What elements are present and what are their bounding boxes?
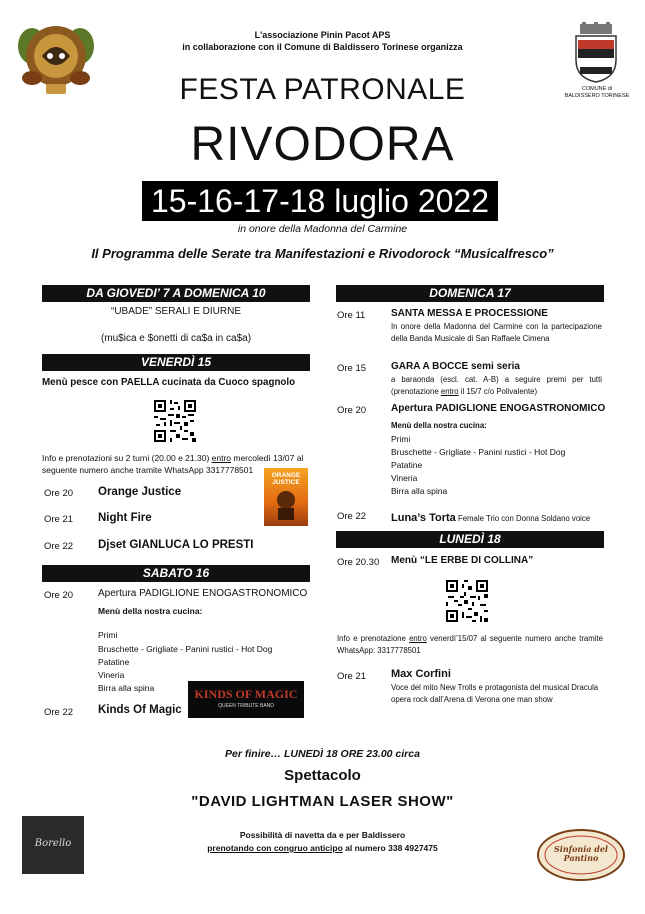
orange-poster-text: ORANGE JUSTICE <box>271 472 301 486</box>
kinds-of-magic-logo <box>188 681 304 718</box>
festa-patronale-title: FESTA PATRONALE <box>179 73 466 106</box>
bar-giovedi-domenica: DA GIOVEDI’ 7 A DOMENICA 10 <box>42 285 310 302</box>
menu-item: Bruschette - Grigliate - Panini rustici - Hot Dog <box>391 447 566 457</box>
dates-text: 15-16-17-18 luglio 2022 <box>150 183 490 219</box>
event-title-line <box>391 508 590 526</box>
event-title: Apertura PADIGLIONE ENOGASTRONOMICO <box>391 403 606 414</box>
menu-item: Primi <box>98 630 118 640</box>
comune-label-name: BALDISSERO TORINESE <box>564 93 630 99</box>
event-description: Female Trio con Donna Soldano voice <box>455 514 591 523</box>
navetta-underline: prenotando con congruo anticipo <box>207 843 343 853</box>
bar-venerdi: VENERDÌ 15 <box>42 354 310 371</box>
bar-domenica: DOMENICA 17 <box>336 285 604 302</box>
comune-label: COMUNE di <box>581 86 613 92</box>
spettacolo-line: Spettacolo <box>284 767 361 784</box>
sinfonia-logo <box>536 828 626 882</box>
event-time: Ore 21 <box>337 671 367 682</box>
menu-item: Primi <box>391 434 411 444</box>
menu-item: Patatine <box>391 460 423 470</box>
entro-underline: entro <box>409 634 427 643</box>
event-description: In onore della Madonna del Carmine con la partecipazione della Banda Musicale di San Raffaele Cimena <box>391 322 602 343</box>
menu-label: Menù della nostra cucina: <box>391 421 487 430</box>
event-title: Max Corfini <box>391 668 451 680</box>
association-line: L'associazione Pinin Pacot APS <box>254 30 391 40</box>
pinin-pacot-logo <box>12 16 100 100</box>
menu-item: Vineria <box>391 473 418 483</box>
navetta-line: Possibilità di navetta da e per Baldissero <box>239 830 406 840</box>
entro-underline: entro <box>440 387 459 396</box>
kinds-logo-text: KINDS OF MAGIC <box>194 687 298 701</box>
rivodora-title: RIVODORA <box>190 118 455 171</box>
event-title: Night Fire <box>98 512 152 524</box>
event-time: Ore 20 <box>337 405 367 416</box>
orange-justice-poster <box>264 468 308 526</box>
navetta-contact: prenotando con congruo anticipo al numero 338 4927475 <box>207 843 438 853</box>
qr-code-venerdi <box>152 398 198 444</box>
collaboration-line: in collaborazione con il Comune di Baldissero Torinese organizza <box>182 42 463 52</box>
event-time: Ore 20 <box>44 488 74 499</box>
borello-logo-text: Borello <box>34 838 72 849</box>
event-time: Ore 20.30 <box>337 557 380 568</box>
event-title: GARA A BOCCE semi seria <box>391 361 520 372</box>
event-time: Ore 22 <box>44 541 74 552</box>
event-time: Ore 21 <box>44 514 74 525</box>
musica-line: (mu$ica e $onetti di ca$a in ca$a) <box>100 333 252 344</box>
event-time: Ore 11 <box>337 310 366 321</box>
event-time: Ore 20 <box>44 590 74 601</box>
kinds-logo-sub: QUEEN TRIBUTE BAND <box>218 703 274 709</box>
menu-item: Vineria <box>98 670 125 680</box>
menu-item: Birra alla spina <box>391 486 448 496</box>
event-time: Ore 22 <box>44 707 74 718</box>
event-title: Menù “LE ERBE DI COLLINA” <box>391 555 534 566</box>
qr-code-lunedi <box>444 578 490 624</box>
event-title: Kinds Of Magic <box>98 704 182 716</box>
laser-show-title: "DAVID LIGHTMAN LASER SHOW" <box>191 793 454 810</box>
event-time: Ore 15 <box>337 363 367 374</box>
honor-line: in onore della Madonna del Carmine <box>237 223 408 235</box>
info-venerdi: Info e prenotazioni su 2 turni (20.00 e 21.30) entro mercoledì 13/07 al seguente numero anche tramite WhatsApp 3317778501 <box>42 453 304 475</box>
comune-coat-of-arms <box>566 22 626 84</box>
per-finire-line: Per finire… LUNEDÌ 18 ORE 23.00 circa <box>225 748 420 760</box>
event-time: Ore 22 <box>337 511 367 522</box>
ubade-line: “UBADE” SERALI E DIURNE <box>110 306 242 317</box>
event-title: Djset GIANLUCA LO PRESTI <box>98 539 254 551</box>
menu-item: Patatine <box>98 657 130 667</box>
info-lunedi: Info e prenotazione entro venerdì’15/07 al seguente numero anche tramite WhatsApp: 3317778501 <box>337 634 603 655</box>
event-description: Voce del mito New Trolls e protagonista del musical Dracula opera rock dall’Arena di Verona one man show <box>391 683 599 704</box>
menu-item: Birra alla spina <box>98 683 155 693</box>
borello-logo <box>22 816 84 874</box>
event-title: Orange Justice <box>98 486 182 498</box>
bar-lunedi: LUNEDÌ 18 <box>336 531 604 548</box>
event-description: a baraonda (escl. cat. A-B) a seguire premi per tutti (prenotazione entro il 15/7 c/o Polivalente) <box>391 375 602 396</box>
sinfonia-logo-text: Sinfonia del Pantino <box>554 844 608 863</box>
menu-item: Bruschette - Grigliate - Panini rustici - Hot Dog <box>98 644 273 654</box>
menu-pesce-line: Menù pesce con PAELLA cucinata da Cuoco spagnolo <box>42 377 296 388</box>
bar-sabato: SABATO 16 <box>42 565 310 582</box>
event-title: Apertura PADIGLIONE ENOGASTRONOMICO <box>98 588 308 599</box>
entro-underline: entro <box>211 453 232 463</box>
menu-label: Menù della nostra cucina: <box>98 606 203 616</box>
event-title: Luna’s Torta <box>391 512 456 524</box>
event-title: SANTA MESSA E PROCESSIONE <box>391 308 548 319</box>
programma-line: Il Programma delle Serate tra Manifestazioni e Rivodorock “Musicalfresco” <box>91 246 554 261</box>
